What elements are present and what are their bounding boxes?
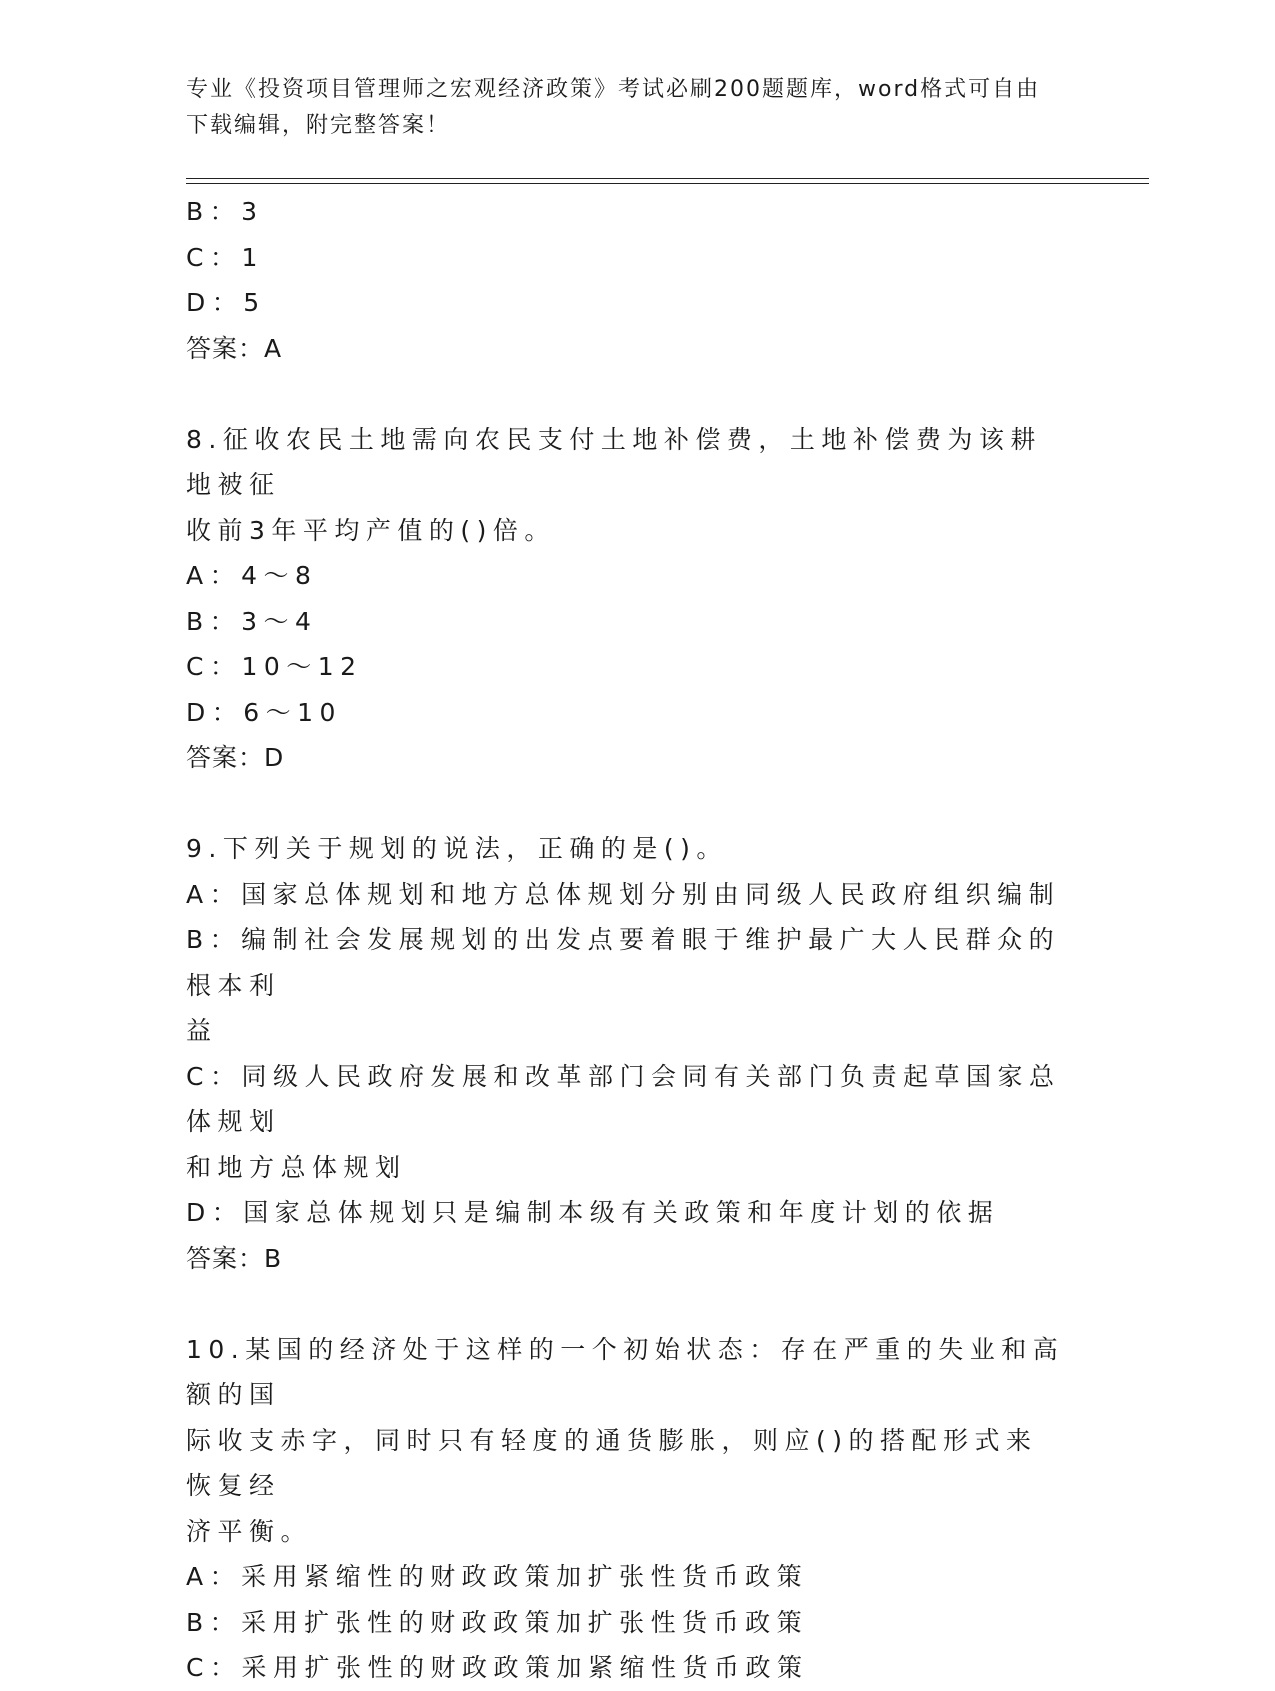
option-b-continued: 益	[186, 1016, 218, 1045]
question-stem: 10.某国的经济处于这样的一个初始状态：存在严重的失业和高额的国	[186, 1334, 1065, 1409]
spacer	[186, 1281, 1066, 1327]
answer-line: 答案：A	[186, 333, 283, 363]
header-line-1: 专业《投资项目管理师之宏观经济政策》考试必刷200题题库，word格式可自由	[186, 77, 1041, 102]
question-stem: 9.下列关于规划的说法，正确的是()。	[186, 834, 728, 863]
question-9	[186, 826, 1066, 1281]
option-c: C：10～12	[186, 652, 363, 681]
option-b: B：采用扩张性的财政政策加扩张性货币政策	[186, 1607, 809, 1637]
option-c: C：采用扩张性的财政政策加紧缩性货币政策	[186, 1653, 809, 1682]
option-d: D：6～10	[186, 697, 342, 727]
spacer	[186, 781, 1066, 827]
question-stem: 8.征收农民土地需向农民支付土地补偿费，土地补偿费为该耕地被征	[186, 424, 1042, 499]
header-line-2: 下载编辑，附完整答案！	[186, 113, 451, 138]
document-header	[186, 72, 1066, 144]
answer-line: 答案：D	[186, 743, 285, 772]
question-stem: 济平衡。	[186, 1516, 313, 1546]
header-divider-top	[186, 178, 1149, 179]
option-b: B：编制社会发展规划的出发点要着眼于维护最广大人民群众的根本利	[186, 925, 1061, 1000]
option-d: D：国家总体规划只是编制本级有关政策和年度计划的依据	[186, 1198, 1000, 1227]
carryover-block	[186, 189, 1066, 371]
option-a: A：国家总体规划和地方总体规划分别由同级人民政府组织编制	[186, 879, 1061, 909]
option-c: C：1	[186, 242, 264, 272]
option-b: B：3～4	[186, 606, 318, 636]
question-8	[186, 417, 1066, 781]
question-stem: 收前3年平均产值的()倍。	[186, 515, 556, 545]
question-stem: 际收支赤字，同时只有轻度的通货膨胀，则应()的搭配形式来恢复经	[186, 1425, 1038, 1500]
header-divider-bottom	[186, 183, 1149, 184]
option-a: A：采用紧缩性的财政政策加扩张性货币政策	[186, 1562, 809, 1591]
document-body	[186, 189, 1066, 1691]
answer-line: 答案：B	[186, 1243, 283, 1273]
question-10	[186, 1327, 1066, 1691]
option-c: C：同级人民政府发展和改革部门会同有关部门负责起草国家总体规划	[186, 1061, 1061, 1136]
option-b: B：3	[186, 197, 264, 226]
option-c-continued: 和地方总体规划	[186, 1152, 407, 1182]
option-d: D：5	[186, 288, 266, 317]
option-a: A：4～8	[186, 561, 318, 590]
spacer	[186, 371, 1066, 417]
